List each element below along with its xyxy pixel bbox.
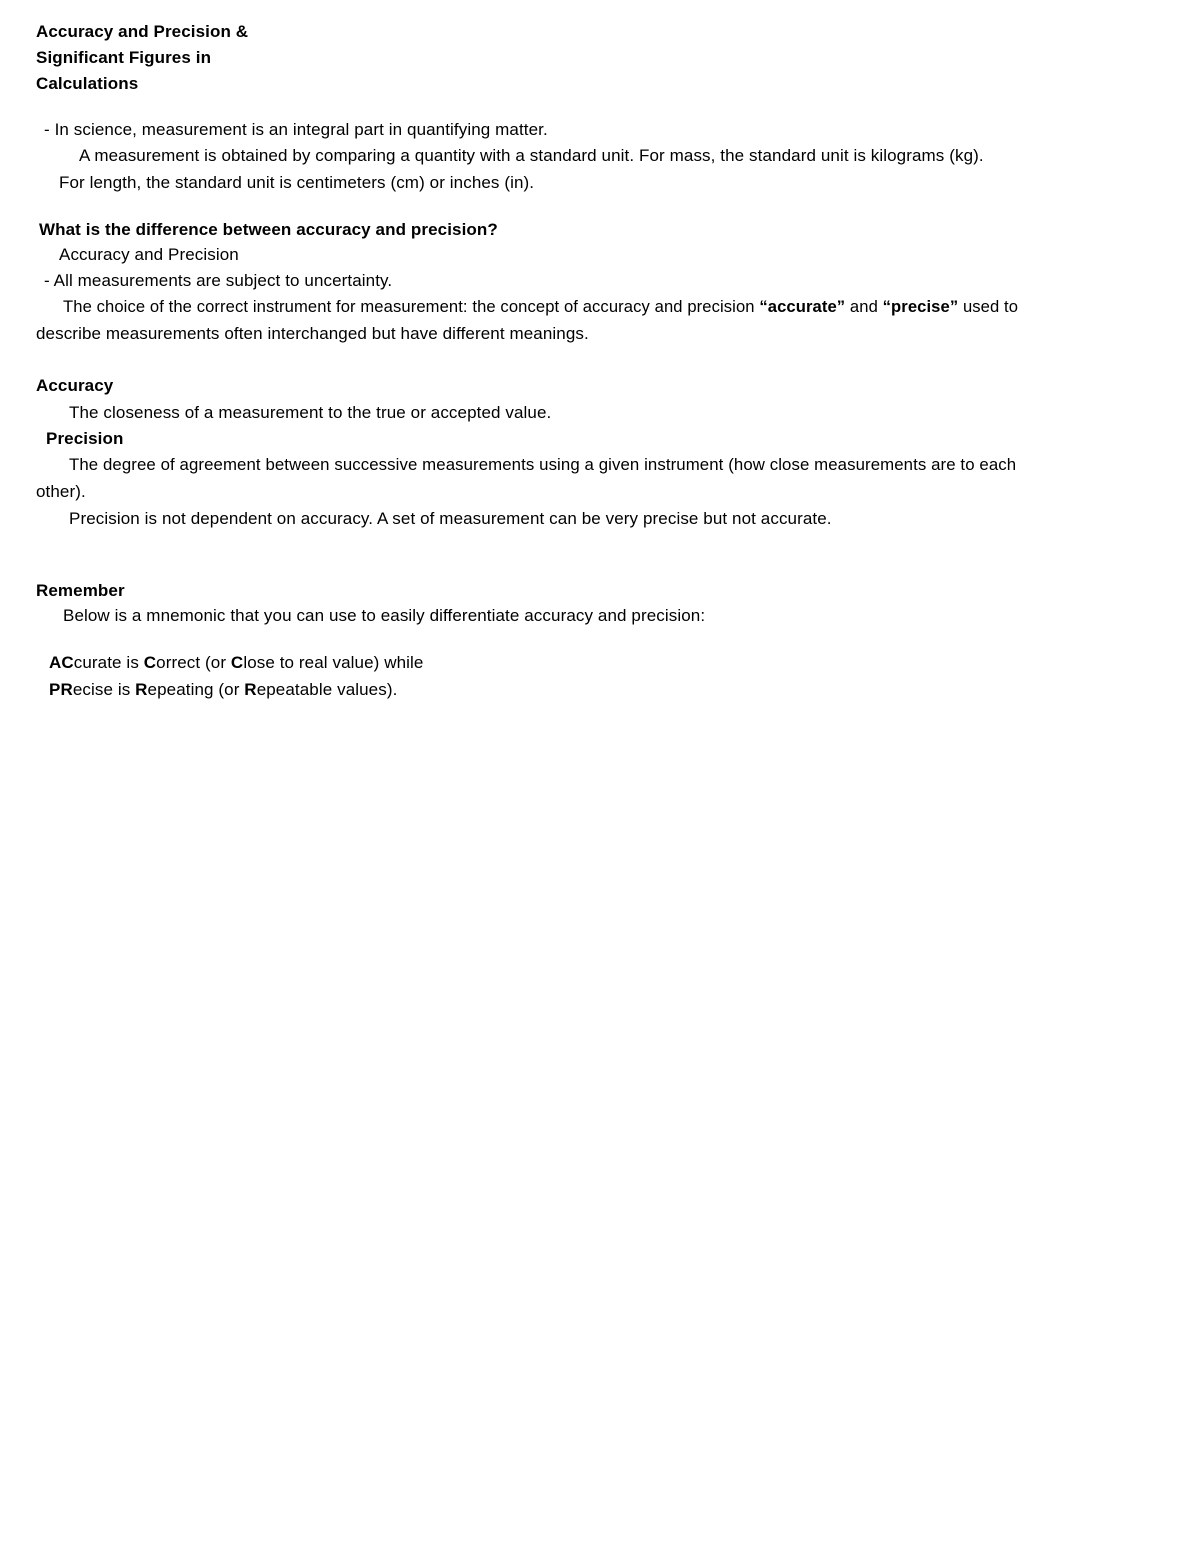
mnemonic-precise-key-2: R — [135, 680, 148, 699]
intro-line-1: - In science, measurement is an integral part in quantifying matter. — [44, 120, 548, 139]
mnemonic-accurate-key-3: C — [230, 653, 244, 672]
question-bullet: - All measurements are subject to uncertainty. — [44, 271, 393, 290]
question-paragraph-line-1 — [63, 294, 1018, 320]
mnemonic-accurate-text-3: lose to real value) while — [243, 653, 424, 672]
mnemonic-precise-text-1: ecise is — [72, 680, 136, 699]
intro-line-3: For length, the standard unit is centimeters (cm) or inches (in). — [59, 173, 535, 192]
title-line-3: Calculations — [36, 74, 139, 93]
mnemonic-accurate-text-2: orrect (or — [156, 653, 231, 672]
question-paragraph-end: used to — [958, 297, 1019, 316]
and-word: and — [845, 297, 883, 316]
mnemonic-accurate-key-1: AC — [49, 653, 74, 672]
precision-definition-line-1: The degree of agreement between successive measurements using a given instrument (how close measurements are to each — [69, 455, 1017, 474]
title-line-1: Accuracy and Precision & — [36, 22, 249, 41]
mnemonic-accurate-key-2: C — [143, 653, 157, 672]
question-heading: What is the difference between accuracy and precision? — [39, 220, 498, 239]
intro-line-2: A measurement is obtained by comparing a quantity with a standard unit. For mass, the standard unit is kilograms (kg). — [79, 146, 984, 165]
question-paragraph-start: The choice of the correct instrument for measurement: the concept of accuracy and precision — [63, 297, 760, 316]
precision-heading: Precision — [46, 429, 124, 448]
term-precise: “precise” — [882, 297, 959, 316]
mnemonic-accurate-text-1: curate is — [73, 653, 144, 672]
precision-note: Precision is not dependent on accuracy. A set of measurement can be very precise but not accurate. — [69, 509, 832, 528]
question-subheading: Accuracy and Precision — [59, 245, 239, 264]
mnemonic-precise-text-2: epeating (or — [147, 680, 245, 699]
mnemonic-precise-key-3: R — [244, 680, 257, 699]
title-line-2: Significant Figures in — [36, 48, 212, 67]
term-accurate: “accurate” — [759, 297, 846, 316]
remember-intro: Below is a mnemonic that you can use to easily differentiate accuracy and precision: — [63, 606, 706, 625]
question-paragraph-line-2: describe measurements often interchanged but have different meanings. — [36, 324, 589, 343]
accuracy-heading: Accuracy — [36, 376, 114, 395]
remember-heading: Remember — [36, 581, 125, 600]
precision-definition-line-2: other). — [36, 482, 86, 501]
accuracy-definition: The closeness of a measurement to the true or accepted value. — [69, 403, 552, 422]
mnemonic-precise-key-1: PR — [49, 680, 73, 699]
mnemonic-precise — [49, 677, 397, 703]
mnemonic-precise-text-3: epeatable values). — [256, 680, 398, 699]
mnemonic-accurate — [49, 650, 423, 676]
